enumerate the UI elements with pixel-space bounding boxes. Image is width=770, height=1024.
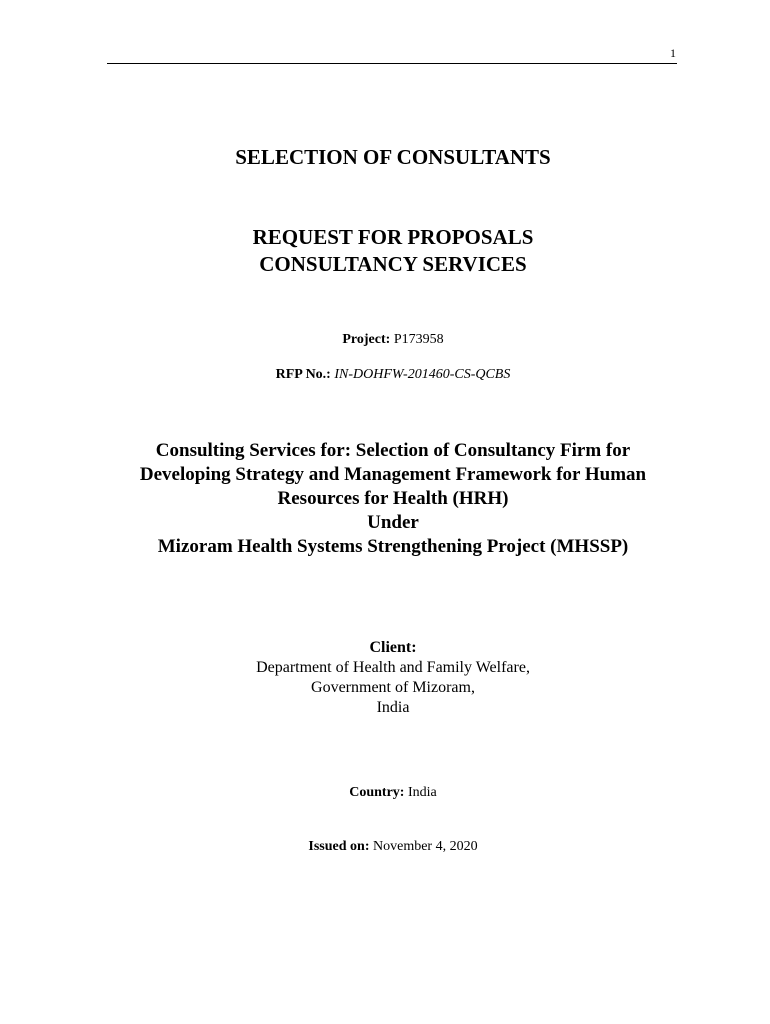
issued-value: November 4, 2020 — [373, 839, 478, 854]
client-line: Department of Health and Family Welfare, — [256, 659, 530, 676]
project-value: P173958 — [393, 332, 444, 347]
rfp-label: RFP No.: — [275, 367, 331, 382]
rfp-line — [0, 366, 770, 384]
document-title: SELECTION OF CONSULTANTS — [235, 145, 551, 169]
project-line — [0, 331, 770, 349]
services-line: Consulting Services for: Selection of Consultancy Firm for — [155, 440, 631, 461]
subtitle-line: REQUEST FOR PROPOSALS — [252, 225, 534, 249]
client-block — [0, 637, 770, 718]
country-line — [0, 784, 770, 802]
consulting-services-heading — [0, 439, 770, 559]
subtitle-line: CONSULTANCY SERVICES — [259, 252, 527, 276]
page-number: 1 — [670, 46, 676, 60]
document-subtitle — [0, 224, 770, 278]
client-label: Client: — [369, 639, 417, 656]
services-line: Mizoram Health Systems Strengthening Project (MHSSP) — [157, 536, 629, 557]
services-line: Developing Strategy and Management Framework for Human — [139, 464, 647, 485]
header-rule — [107, 63, 677, 64]
client-line: Government of Mizoram, — [311, 679, 475, 696]
services-line: Under — [367, 512, 419, 533]
issued-line — [0, 838, 770, 856]
country-value: India — [407, 785, 437, 800]
services-line: Resources for Health (HRH) — [277, 488, 509, 509]
rfp-value: IN-DOHFW-201460-CS-QCBS — [334, 367, 511, 382]
project-label: Project: — [342, 332, 391, 347]
issued-label: Issued on: — [308, 839, 370, 854]
client-line: India — [376, 699, 410, 716]
country-label: Country: — [349, 785, 405, 800]
